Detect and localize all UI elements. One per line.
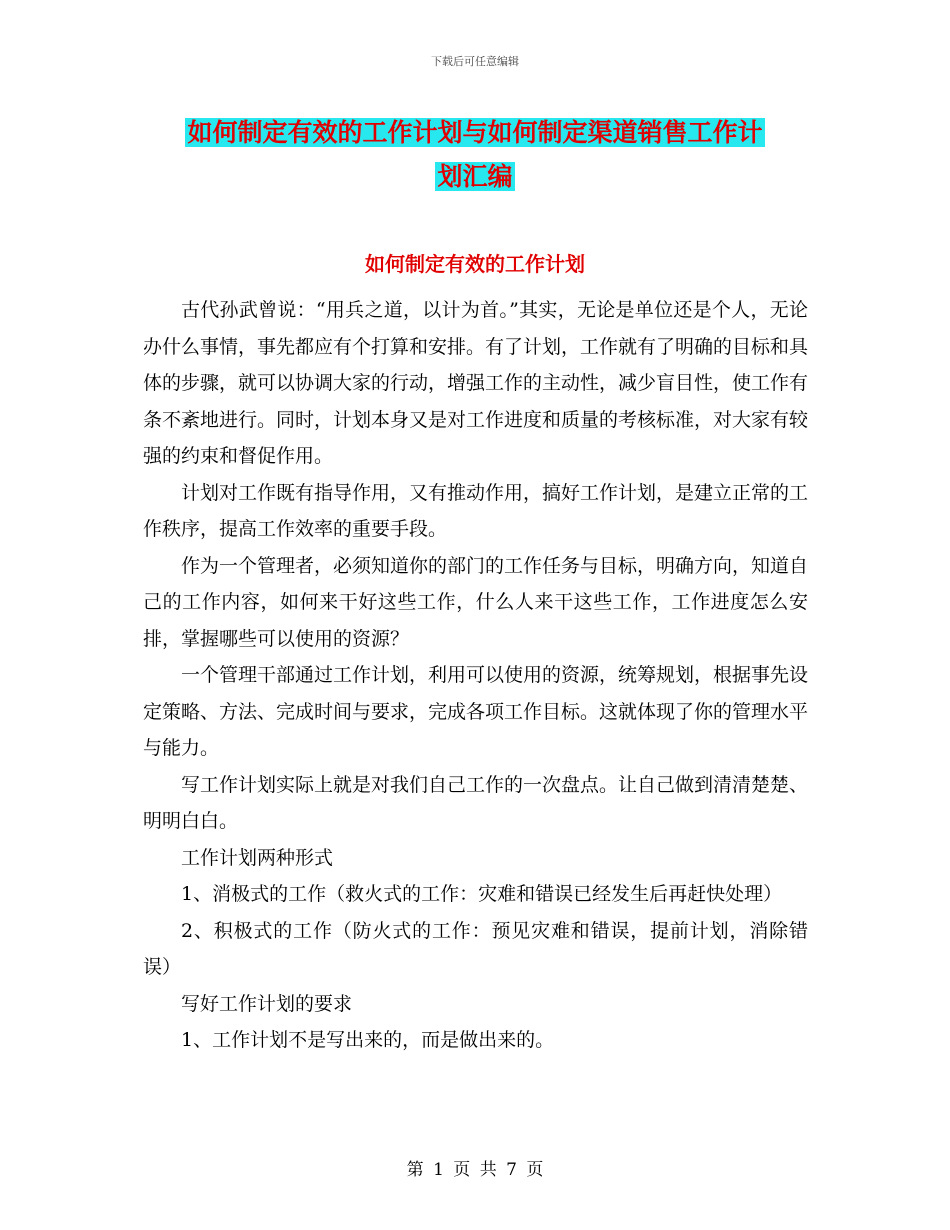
paragraph: 1、消极式的工作（救火式的工作：灾难和错误已经发生后再赶快处理） [181, 883, 783, 905]
header-note: 下载后可任意编辑 [431, 55, 519, 68]
paragraph: 作为一个管理者，必须知道你的部门的工作任务与目标，明确方向，知道自己的工作内容，如何来干好这些工作，什么人来干这些工作，工作进度怎么安排，掌握哪些可以使用的资源？ [143, 554, 809, 650]
paragraph: 写好工作计划的要求 [181, 992, 353, 1015]
body-text [143, 292, 808, 1059]
paragraph: 古代孙武曾说：“用兵之道，以计为首。”其实，无论是单位还是个人，无论办什么事情，事先都应有个打算和安排。有了计划，工作就有了明确的目标和具体的步骤，就可以协调大家的行动，增强工作的主动性，减少盲目性，使工作有条不紊地进行。同时，计划本身又是对工作进度和质量的考核标准，对大家有较强的约束和督促作用。 [143, 299, 809, 467]
page-footer: 第 1 页 共 7 页 [406, 1160, 544, 1180]
paragraph: 计划对工作既有指导作用，又有推动作用，搞好工作计划，是建立正常的工作秩序，提高工作效率的重要手段。 [143, 481, 809, 540]
paragraph: 2、积极式的工作（防火式的工作：预见灾难和错误，提前计划，消除错误） [143, 919, 808, 978]
paragraph: 工作计划两种形式 [181, 846, 334, 869]
paragraph: 写工作计划实际上就是对我们自己工作的一次盘点。让自己做到清清楚楚、明明白白。 [143, 773, 809, 832]
paragraph: 1、工作计划不是写出来的，而是做出来的。 [181, 1029, 555, 1051]
document-title-line-1 [140, 113, 810, 149]
document-title-line-2 [140, 157, 810, 193]
document-title-text-2: 划汇编 [437, 162, 513, 191]
document-title-text-1: 如何制定有效的工作计划与如何制定渠道销售工作计 [187, 118, 763, 147]
section-heading: 如何制定有效的工作计划 [365, 252, 585, 276]
paragraph: 一个管理干部通过工作计划，利用可以使用的资源，统筹规划，根据事先设定策略、方法、完成时间与要求，完成各项工作目标。这就体现了你的管理水平与能力。 [143, 664, 809, 759]
